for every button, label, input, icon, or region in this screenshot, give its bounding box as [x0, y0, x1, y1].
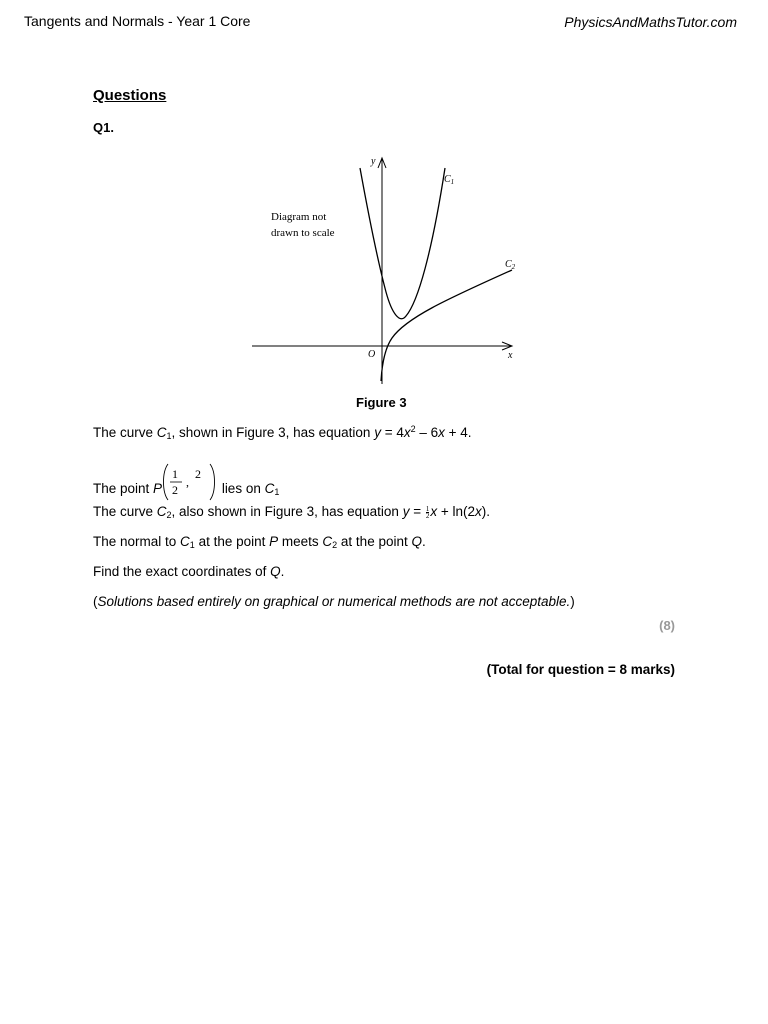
- diagram-note-line1: Diagram not: [271, 211, 327, 223]
- diagram-note-line2: drawn to scale: [271, 227, 335, 239]
- curve-c2-label: $C_2$: [505, 259, 516, 271]
- total-marks: (Total for question = 8 marks): [486, 662, 675, 677]
- marks-label: (8): [659, 618, 675, 633]
- origin-label: O: [368, 349, 376, 360]
- svg-text:2: 2: [195, 467, 202, 481]
- text-line-3: The curve $C_2$, also shown in Figure 3, has equation y = $\frac{1}{2}$ x + ln(2x).: [93, 504, 490, 520]
- text-line-5: Find the exact coordinates of Q.: [93, 564, 285, 579]
- curve-c1-label: $C_1$: [444, 174, 455, 186]
- text-line-2: The point P 1 2 , 2 lies on $C_1$: [93, 462, 279, 502]
- text-line-4: The normal to $C_1$ at the point P meets $C_2$ at the point Q.: [93, 534, 426, 550]
- text-line-6: (Solutions based entirely on graphical or numerical methods are not acceptable.): [93, 594, 575, 609]
- point-p-coordinates: [162, 462, 218, 502]
- x-axis-label: x: [508, 350, 513, 361]
- curve-c2: [381, 270, 512, 381]
- y-axis-label: y: [371, 156, 376, 167]
- curve-c1: [360, 168, 445, 319]
- svg-text:,: ,: [186, 475, 190, 489]
- svg-text:1: 1: [172, 467, 179, 481]
- header-site: PhysicsAndMathsTutor.com: [564, 14, 737, 30]
- text-line-1: The curve $C_1$, shown in Figure 3, has equation $y = 4x^2 - 6x + 4$.: [93, 424, 472, 441]
- svg-text:2: 2: [172, 483, 179, 497]
- question-number: Q1.: [93, 120, 114, 135]
- figure-caption: Figure 3: [356, 395, 407, 410]
- figure-diagram: [240, 152, 530, 392]
- header-title: Tangents and Normals - Year 1 Core: [24, 13, 251, 29]
- fraction-half: $\frac{1}{2}$: [425, 504, 430, 520]
- section-title: Questions: [93, 87, 167, 104]
